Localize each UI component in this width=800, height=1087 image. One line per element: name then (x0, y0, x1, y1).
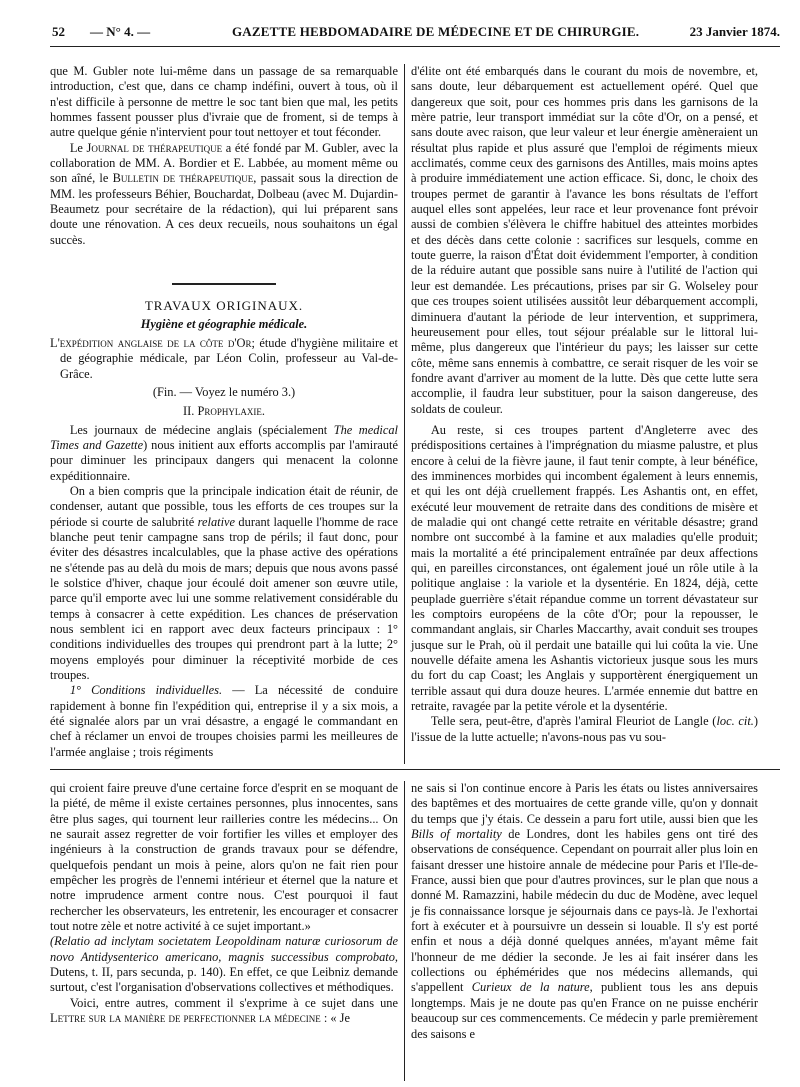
paragraph: On a bien compris que la principale indication était de réunir, de condenser, autant que possible, tous les efforts de ces troupes sur la période si courte de salubrité relative durant laquelle l'homme de race blanche peut tenir campagne sans trop de périls; il faut donc, pour éviter des désastres incalculables, que la phase active des opérations ne s'étende pas au delà du mois de mars; depuis que nous avons passé le solstice d'hiver, chaque jour écoulé doit amener son œuvre utile, parce qu'il emporte avec lui une somme relativement considérable du temps à consacrer à cette expédition. Les chances de préservation nous semblent ici en rapport avec deux facteurs principaux : 1° conditions individuelles des troupes qui prendront part à la lutte; 2° moyens employés pour diminuer la réceptivité morbide de ces troupes. (50, 483, 398, 683)
feuilleton-rule (50, 769, 780, 770)
paragraph: Voici, entre autres, comment il s'exprime à ce sujet dans une Lettre sur la manière de perfectionner la médecine : « Je (50, 995, 398, 1026)
article-title: L'expédition anglaise de la côte d'Or; étude d'hygiène militaire et de géographie médicale, par Léon Colin, professeur au Val-de-Grâce. (50, 335, 398, 381)
paragraph: Les journaux de médecine anglais (spécialement The medical Times and Gazette) nous initient aux efforts accomplis par l'amirauté pour diminuer les principaux dangers qui menacent la colonne expéditionnaire. (50, 422, 398, 483)
section-title: TRAVAUX ORIGINAUX. (144, 298, 304, 314)
paragraph: Telle sera, peut-être, d'après l'amiral Fleuriot de Langle (loc. cit.) l'issue de la lutte actuelle; n'avons-nous pas vu sou- (411, 714, 758, 744)
paragraph: d'élite ont été embarqués dans le courant du mois de novembre, et, sans doute, leur débarquement est actuellement opéré. Quel que dangereux que soit, pour ces hommes pris dans les garnisons de la mère patrie, leur transport immédiat sur la côte d'Or, on a pensé, et sans doute avec raison, que leur valeur et leur énergie amèneraient un résultat plus rapide et plus assuré que l'emploi de régiments mieux acclimatés, comme ceux des garnisons des Antilles, mais moins aptes à produire immédiatement une action efficace. Si, donc, le choix des troupes permet de garantir à l'avance les bons résultats de l'effort auquel elles sont appelées, leur race et leur provenance font prévoir aussi de combien s'élèvera le chiffre habituel des atteintes morbides et des décès dans cette colonie : sacrifices sur lesquels, comme en toute guerre, la raison d'État doit évidemment l'emporter, à condition de la réduire autant que possible sans nuire à l'utilité de l'action qui leur est demandée. Les précautions, prises par sir G. Wolseley pour que ces troupes soient utilisées aussitôt leur débarquement accompli, diminuera d'autant la période de leur intervention, et supprimera, heureusement pour elles, tout séjour préalable sur le littoral lui-même, plus dangereux que l'intérieur du pays; les laisser sur cette côte, même sans ennemis à combattre, ce serait risquer de les voir se fondre avant d'arriver au moment de la lutte. Dès que cette lutte sera accomplie, il faudra leur substituer, pour la saison dangereuse, des soldats de couleur. (411, 64, 758, 416)
paragraph: Le Journal de thérapeutique a été fondé par M. Gubler, avec la collaboration de MM. A. Bordier et E. Labbée, au moment même ou son aîné, le Bulletin de thérapeutique, passait sous la direction de MM. les professeurs Béhier, Bouchardat, Dolbeau (avec M. Dujardin-Beaumetz pour secrétaire de la rédaction), qui lui préparent sans doute une rénovation. A ces deux recueils, nous souhaitons un égal succès. (50, 140, 398, 247)
subsection-title: Hygiène et géographie médicale. (140, 317, 308, 332)
paragraph: que M. Gubler note lui-même dans un passage de sa remarquable introduction, c'est que, dans ce champ indéfini, ouvert à tous, où il n'est difficile à personne de mettre le soc tant bien que mal, les petits hommes fassent pousser plus d'ivraie que de froment, si de temps à autre quelque génie n'intervient pour tout nettoyer et tout féconder. (50, 64, 398, 140)
issue-number: — N° 4. — (90, 24, 151, 39)
part-heading: II. Prophylaxie. (183, 404, 265, 419)
column-1 (50, 64, 398, 760)
column-4 (411, 781, 758, 1042)
column-2 (411, 64, 758, 745)
paragraph: Au reste, si ces troupes partent d'Angleterre avec des prédispositions certaines à l'imprégnation du miasme palustre, et plus encore à celui de la fièvre jaune, il faut tenir compte, à leur bénéfice, des imminences morbides qui incombent également à leurs ennemis, et qui les ont déjà cruellement frappés. Les Ashantis ont, en effet, exécuté leur mouvement de retraite dans des conditions de misère et de maladie qui ont changé cette retraite en véritable désastre; grand nombre ont succombé à la famine et aux maladies qu'elle produit; mais la mortalité a été principalement entraînée par deux affections qui, en pareilles circonstances, ont également joué un rôle utile à la politique anglaise : la variole et la dysentérie. En 1824, déjà, cette peuplade guerrière s'était répandue comme un torrent dévastateur sur les comptoirs européens de la côte d'Or; pour la repousser, le commandant anglais, sir Charles Maccarthy, avait conduit ses troupes jusque sur le Prah, où il perdait une bataille qui lui coûta la vie. Une nouvelle défaite amena les Ashantis victorieux jusque sous les murs du fort du cap Coast; les Anglais y supportèrent énergiquement un terrible assaut qui dura douze heures. L'armée ennemie dut battre en retraite, ravagée par la petite vérole et la dysentérie. (411, 422, 758, 714)
issue-date: 23 Janvier 1874. (689, 24, 780, 39)
paragraph: (Relatio ad inclytam societatem Leopoldinam naturæ curiosorum de novo Antidysenterico americano, magnis successibus comprobato, Dutens, t. II, pars secunda, p. 140). En effet, ce que Leibniz demande surtout, c'est l'organisation d'observations collectives et méthodiques. (50, 934, 398, 995)
section-rule (172, 283, 276, 285)
column-3 (50, 781, 398, 1027)
paragraph: ne sais si l'on continue encore à Paris les états ou listes anniversaires des baptêmes et des mortuaires de cette grande ville, qu'on y donnait du temps que j'y étais. Ce dessein a paru fort utile, aussi bien que les Bills of mortality de Londres, dont les habiles gens ont tiré des observations de conséquence. Cependant on pourrait aller plus loin en faisant dresser une histoire annale de médecine pour Paris et l'Ile-de-France, aussi bien que pour d'autres provinces, sur le plan que nous a donné M. Ramazzini, habile médecin du duc de Modène, avec lequel je fis connaissance lorsque je séjournais dans ce pays-là. Je l'exhortai fort à exécuter et à poursuivre un dessein si louable. Il s'y est porté enfin et nous a déjà donné quelques années, m'ayant même fait l'honneur de me dédier la seconde. Je les ai fait insérer dans les collections ou éphémérides que nos médecins allemands, qui s'appellent Curieux de la nature, publient tous les ans depuis longtemps. Mais je ne doute pas qu'en France on ne puisse enchérir beaucoup sur ces commencements. Ce médecin y parle premièrement des saisons e (411, 781, 758, 1041)
running-header (50, 24, 780, 44)
continuation-note: (Fin. — Voyez le numéro 3.) (152, 384, 296, 399)
column-divider-top (404, 64, 405, 764)
header-rule (50, 46, 780, 47)
page-number: 52 (52, 24, 65, 39)
paragraph: qui croient faire preuve d'une certaine force d'esprit en se moquant de la piété, de même il existe certaines personnes, plus innocentes, sans être plus sages, qui tournent leur railleries contre les médecins... On ne saurait assez regretter de voir fortifier les villes et employer des ingénieurs à la construction de grands travaux pour se défendre, quelquefois pendant un mois à peine, alors qu'on ne fait rien pour empêcher les progrès de l'ennemi intérieur et éternel que la nature et notre imprudence arment contre nous. C'est pourquoi il faut rechercher les observateurs, les entretenir, les encourager et consacrer tout notre zèle et notre activité à ce sujet important.» (50, 781, 398, 934)
paragraph: 1° Conditions individuelles. — La nécessité de conduire rapidement à bonne fin l'expédition qui, entreprise il y a six mois, a été signalée alors par un vrai désastre, a engagé le commandant en chef à réclamer un envoi de troupes choisies parmi les meilleures de l'armée anglaise ; trois régiments (50, 683, 398, 759)
column-divider-bottom (404, 781, 405, 1081)
journal-title: GAZETTE HEBDOMADAIRE DE MÉDECINE ET DE CHIRURGIE. (232, 24, 640, 39)
